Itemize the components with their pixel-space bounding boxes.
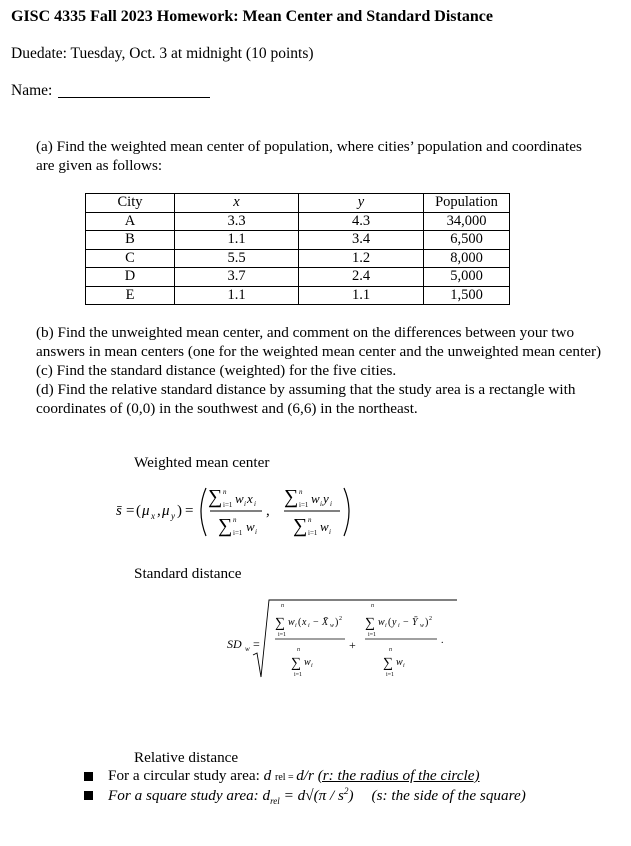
svg-text:w: w xyxy=(420,623,425,629)
svg-text:−: − xyxy=(403,617,409,628)
col-header-y: y xyxy=(299,194,424,213)
svg-text:i=1: i=1 xyxy=(386,672,395,678)
svg-text:i=1: i=1 xyxy=(294,672,303,678)
svg-text:y: y xyxy=(171,511,175,521)
square-note: (s: the side of the square) xyxy=(371,787,526,805)
svg-text:∑: ∑ xyxy=(383,656,393,671)
table-cell: 1.1 xyxy=(299,286,424,305)
table-cell: 1.1 xyxy=(175,286,299,305)
svg-text:s̄: s̄ xyxy=(116,503,122,519)
table-row xyxy=(86,268,510,287)
circular-area-line xyxy=(108,767,480,785)
square-area-label: For a square study area: xyxy=(108,787,263,805)
svg-text:w: w xyxy=(330,623,335,629)
svg-text:∑: ∑ xyxy=(208,486,223,508)
svg-text:): ) xyxy=(425,617,429,628)
svg-text:∑: ∑ xyxy=(284,486,299,508)
table-cell: 4.3 xyxy=(299,212,424,231)
question-b-line2: answers in mean centers (one for the weighted mean center and the unweighted mean center) xyxy=(36,343,602,360)
question-d-line2: coordinates of (0,0) in the southwest and (6,6) in the northeast. xyxy=(36,400,418,417)
svg-text:i: i xyxy=(330,500,332,508)
svg-text:i: i xyxy=(385,623,387,629)
svg-text:n: n xyxy=(371,603,374,609)
table-header-row xyxy=(86,194,510,213)
svg-text:,: , xyxy=(157,503,161,519)
table-row xyxy=(86,286,510,305)
svg-text:x: x xyxy=(247,491,253,506)
svg-text:w: w xyxy=(378,617,385,628)
table-cell: 2.4 xyxy=(299,268,424,287)
table-cell: 34,000 xyxy=(424,212,510,231)
svg-text:i: i xyxy=(398,623,400,629)
svg-text:n: n xyxy=(281,603,284,609)
svg-text:SD: SD xyxy=(227,637,242,651)
weighted-mean-formula xyxy=(112,478,362,548)
table-cell: 6,500 xyxy=(424,231,510,250)
svg-text:n: n xyxy=(297,647,300,653)
svg-text:n: n xyxy=(299,488,303,496)
svg-text:.: . xyxy=(441,635,444,646)
city-table xyxy=(85,193,510,305)
svg-text:n: n xyxy=(233,516,237,524)
question-c: (c) Find the standard distance (weighted) for the five cities. xyxy=(36,362,397,379)
table-cell: C xyxy=(86,249,175,268)
svg-text:=: = xyxy=(253,637,260,651)
svg-text:w: w xyxy=(311,491,320,506)
svg-text:w: w xyxy=(288,617,295,628)
table-cell: 1,500 xyxy=(424,286,510,305)
table-cell: 5.5 xyxy=(175,249,299,268)
svg-text:i: i xyxy=(320,500,322,508)
svg-text:∑: ∑ xyxy=(293,515,308,537)
bullet-square-icon xyxy=(84,791,93,800)
svg-text:): ) xyxy=(335,617,339,628)
circular-formula: d rel = d/r xyxy=(263,767,318,784)
svg-text:Ȳ: Ȳ xyxy=(412,617,418,628)
relative-distance-label: Relative distance xyxy=(134,749,239,766)
svg-text:μ: μ xyxy=(142,503,150,519)
svg-text:μ: μ xyxy=(162,503,170,519)
name-blank-line xyxy=(58,97,210,98)
table-cell: 3.4 xyxy=(299,231,424,250)
svg-text:i: i xyxy=(311,663,313,669)
name-label: Name: xyxy=(11,82,53,99)
svg-text:w: w xyxy=(396,657,403,668)
svg-text:w: w xyxy=(304,657,311,668)
svg-text:i: i xyxy=(308,623,310,629)
svg-text:i: i xyxy=(329,528,331,536)
question-d-line1: (d) Find the relative standard distance by assuming that the study area is a rectangle with xyxy=(36,381,576,398)
svg-text:i: i xyxy=(254,500,256,508)
table-row xyxy=(86,212,510,231)
table-cell: 1.2 xyxy=(299,249,424,268)
svg-text:n: n xyxy=(389,647,392,653)
svg-text:i: i xyxy=(255,528,257,536)
svg-text:y: y xyxy=(392,617,397,628)
table-row xyxy=(86,231,510,250)
svg-text:=: = xyxy=(185,503,194,519)
circular-note: (r: the radius of the circle) xyxy=(317,767,480,784)
svg-text:∑: ∑ xyxy=(291,656,301,671)
standard-distance-formula xyxy=(225,585,465,685)
svg-text:i=1: i=1 xyxy=(233,529,243,537)
svg-text:2: 2 xyxy=(429,616,432,622)
svg-text:i: i xyxy=(403,663,405,669)
svg-text:2: 2 xyxy=(339,616,342,622)
svg-text:i=1: i=1 xyxy=(299,501,309,509)
svg-text:y: y xyxy=(323,491,329,506)
question-b-line1: (b) Find the unweighted mean center, and comment on the differences between your two xyxy=(36,324,575,341)
circular-area-label: For a circular study area: xyxy=(108,767,264,784)
question-a-line2: are given as follows: xyxy=(36,157,163,174)
svg-text:w: w xyxy=(246,519,255,534)
svg-text:∑: ∑ xyxy=(365,616,375,631)
svg-text:,: , xyxy=(266,503,270,519)
svg-text:X̄: X̄ xyxy=(322,617,329,628)
table-cell: E xyxy=(86,286,175,305)
svg-text:i=1: i=1 xyxy=(278,632,287,638)
svg-text:x: x xyxy=(151,511,155,521)
svg-text:+: + xyxy=(349,638,356,652)
svg-text:i=1: i=1 xyxy=(308,529,318,537)
square-area-line xyxy=(108,786,526,806)
svg-text:(: ( xyxy=(136,503,141,519)
svg-text:): ) xyxy=(177,503,182,519)
svg-text:i=1: i=1 xyxy=(223,501,233,509)
col-header-city: City xyxy=(86,194,175,213)
table-cell: B xyxy=(86,231,175,250)
svg-text:w: w xyxy=(245,645,250,653)
svg-text:w: w xyxy=(235,491,244,506)
svg-text:i=1: i=1 xyxy=(368,632,377,638)
svg-text:=: = xyxy=(126,503,135,519)
table-cell: 3.7 xyxy=(175,268,299,287)
col-header-x: x xyxy=(175,194,299,213)
table-cell: 1.1 xyxy=(175,231,299,250)
table-cell: 8,000 xyxy=(424,249,510,268)
svg-text:x: x xyxy=(302,617,307,628)
table-cell: D xyxy=(86,268,175,287)
svg-text:∑: ∑ xyxy=(218,515,233,537)
col-header-population: Population xyxy=(424,194,510,213)
table-row xyxy=(86,249,510,268)
standard-distance-label: Standard distance xyxy=(134,565,242,582)
square-formula: $d_{rel} = d√(\pi / s^2)$ xyxy=(262,786,354,807)
table-cell: 3.3 xyxy=(175,212,299,231)
svg-text:−: − xyxy=(313,617,319,628)
page-title: GISC 4335 Fall 2023 Homework: Mean Center and Standard Distance xyxy=(11,8,493,25)
svg-text:w: w xyxy=(320,519,329,534)
svg-text:i: i xyxy=(244,500,246,508)
svg-text:(: ( xyxy=(298,617,302,628)
bullet-square-icon xyxy=(84,772,93,781)
svg-text:i: i xyxy=(295,623,297,629)
svg-text:(: ( xyxy=(388,617,392,628)
svg-text:n: n xyxy=(223,488,227,496)
svg-text:∑: ∑ xyxy=(275,616,285,631)
svg-text:n: n xyxy=(308,516,312,524)
due-date: Duedate: Tuesday, Oct. 3 at midnight (10 points) xyxy=(11,45,314,62)
question-a-line1: (a) Find the weighted mean center of population, where cities’ population and coordinates xyxy=(36,138,582,155)
table-cell: 5,000 xyxy=(424,268,510,287)
weighted-mean-label: Weighted mean center xyxy=(134,454,270,471)
table-cell: A xyxy=(86,212,175,231)
